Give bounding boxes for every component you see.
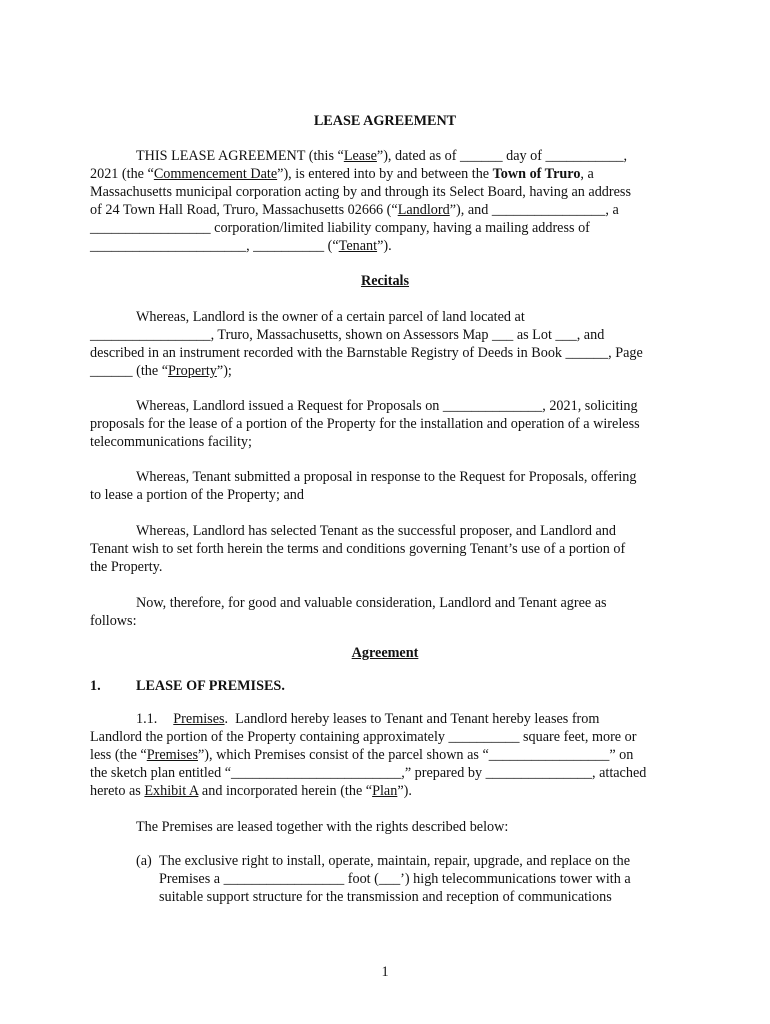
defined-term-property: Property xyxy=(168,363,217,379)
clause-1-1-line-3: less (the “Premises”), which Premises consist of the parcel shown as “_________________” on xyxy=(90,747,634,763)
agreement-heading: Agreement xyxy=(351,645,419,661)
defined-term-premises: Premises xyxy=(146,747,198,763)
recital-2-line-1: Whereas, Landlord issued a Request for Proposals on ______________, 2021, soliciting xyxy=(136,398,638,414)
clause-1-1-line-5: hereto as Exhibit A and incorporated herein (the “Plan”). xyxy=(90,783,412,799)
intro-line-3: Massachusetts municipal corporation acting by and through its Select Board, having an address xyxy=(90,184,631,200)
item-a-line-3: suitable support structure for the transmission and reception of communications xyxy=(159,889,612,905)
item-a-line-2: Premises a _________________ foot (___’) high telecommunications tower with a xyxy=(159,871,631,887)
defined-term-premises-heading: Premises xyxy=(173,711,225,727)
defined-term-commencement-date: Commencement Date xyxy=(153,166,278,182)
intro-line-6: ______________________, __________ (“Tenant”). xyxy=(90,238,392,254)
defined-term-tenant: Tenant xyxy=(338,238,378,254)
defined-term-plan: Plan xyxy=(372,783,398,799)
recital-1-line-3: described in an instrument recorded with the Barnstable Registry of Deeds in Book ______, Page xyxy=(90,345,643,361)
intro-line-5: _________________ corporation/limited liability company, having a mailing address of xyxy=(90,220,590,236)
section-1-title: LEASE OF PREMISES. xyxy=(136,678,285,694)
page-number: 1 xyxy=(381,964,389,980)
defined-term-landlord: Landlord xyxy=(397,202,450,218)
intro-line-1: THIS LEASE AGREEMENT (this “Lease”), dated as of ______ day of ___________, xyxy=(136,148,628,164)
defined-term-exhibit-a: Exhibit A xyxy=(144,783,199,799)
clause-1-1-number: 1.1. xyxy=(136,711,158,727)
party-town-of-truro: Town of Truro xyxy=(492,166,581,182)
rights-intro: The Premises are leased together with the rights described below: xyxy=(136,819,509,835)
defined-term-lease: Lease xyxy=(343,148,377,164)
now-therefore-line-1: Now, therefore, for good and valuable consideration, Landlord and Tenant agree as xyxy=(136,595,607,611)
clause-1-1-line-4: the sketch plan entitled “________________________,” prepared by _______________, attached xyxy=(90,765,647,781)
item-a-label: (a) xyxy=(136,853,152,869)
intro-line-4: of 24 Town Hall Road, Truro, Massachusetts 02666 (“Landlord”), and ________________, a xyxy=(90,202,619,218)
recital-4-line-1: Whereas, Landlord has selected Tenant as the successful proposer, and Landlord and xyxy=(136,523,616,539)
recital-3-line-2: to lease a portion of the Property; and xyxy=(90,487,304,503)
recitals-heading: Recitals xyxy=(360,273,410,289)
now-therefore-line-2: follows: xyxy=(90,613,137,629)
section-1-number: 1. xyxy=(90,678,101,694)
recital-1-line-1: Whereas, Landlord is the owner of a certain parcel of land located at xyxy=(136,309,525,325)
recital-3-line-1: Whereas, Tenant submitted a proposal in response to the Request for Proposals, offering xyxy=(136,469,637,485)
recital-1-line-4: ______ (the “Property”); xyxy=(90,363,232,379)
document-title: LEASE AGREEMENT xyxy=(313,113,457,129)
clause-1-1-line-1: 1.1. Premises. Landlord hereby leases to Tenant and Tenant hereby leases from xyxy=(136,711,600,727)
recital-1-line-2: _________________, Truro, Massachusetts, shown on Assessors Map ___ as Lot ___, and xyxy=(90,327,605,343)
clause-1-1-line-2: Landlord the portion of the Property containing approximately __________ square feet, more or xyxy=(90,729,637,745)
recital-4-line-3: the Property. xyxy=(90,559,163,575)
intro-line-2: 2021 (the “Commencement Date”), is entered into by and between the Town of Truro, a xyxy=(90,166,594,182)
recital-2-line-3: telecommunications facility; xyxy=(90,434,252,450)
recital-2-line-2: proposals for the lease of a portion of the Property for the installation and operation of a wireless xyxy=(90,416,640,432)
recital-4-line-2: Tenant wish to set forth herein the terms and conditions governing Tenant’s use of a portion of xyxy=(90,541,626,557)
item-a-line-1: The exclusive right to install, operate, maintain, repair, upgrade, and replace on the xyxy=(159,853,630,869)
